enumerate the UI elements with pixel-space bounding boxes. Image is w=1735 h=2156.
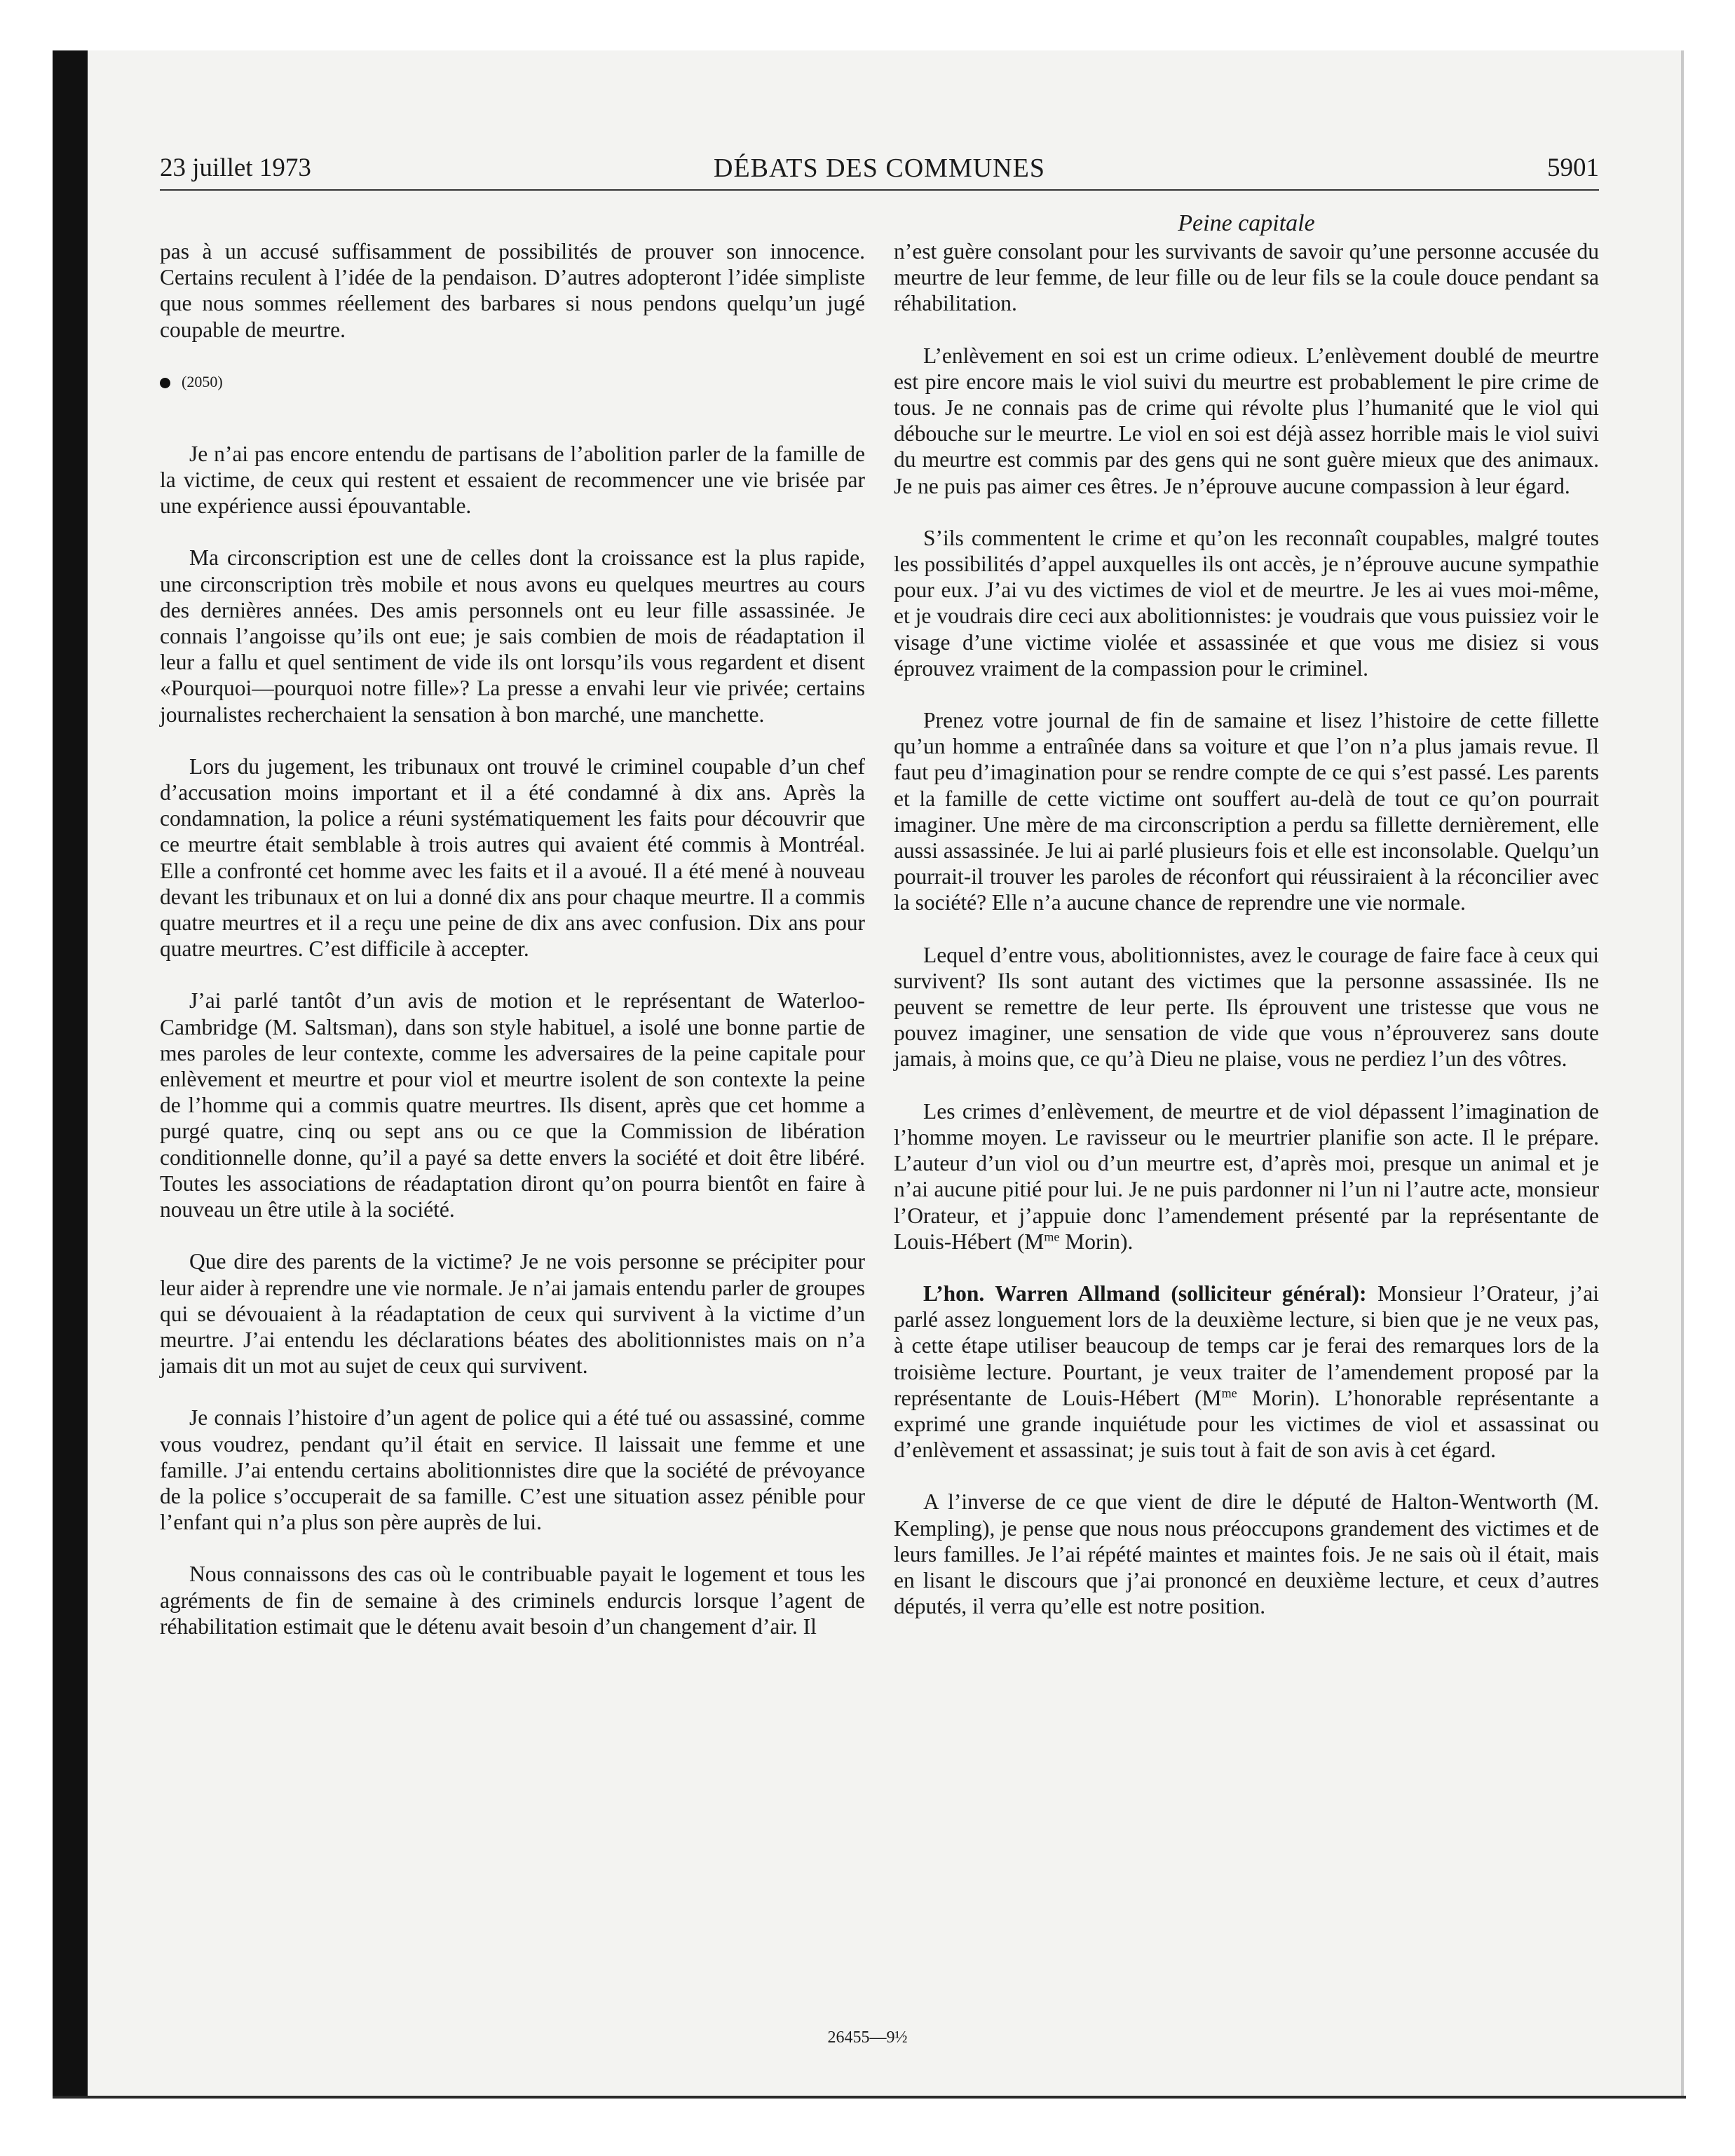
- paragraph: Prenez votre journal de fin de samaine et lisez l’histoire de cette fillette qu’un homme a entraînée dans sa voiture et que l’on n’a plus jamais revue. Il faut peu d’imagination pour se rendre compte de ce qui s’est passé. Les parents et la famille de cette victime ont souffert au-delà de tout ce qu’on pourrait imaginer. Une mère de ma circonscription a perdu sa fillette dernièrement, elle aussi assassinée. Je lui ai parlé plusieurs fois et elle est inconsolable. Quelqu’un pourrait-il trouver les paroles de réconfort qui réussiraient à la réconcilier avec la société? Elle n’a aucune chance de reprendre une vie normale.: [894, 708, 1600, 915]
- time-marker: [160, 369, 865, 395]
- scan-edge-left: [53, 50, 88, 2097]
- paragraph: pas à un accusé suffisamment de possibilités de prouver son innocence. Certains reculent à l’idée de la pendaison. D’autres adopteront l’idée simpliste que nous sommes réellement des barbares si nous pendons quelqu’un jugé coupable de meurtre.: [160, 239, 865, 342]
- time-marker-label: (2050): [182, 372, 223, 390]
- paragraph: Lors du jugement, les tribunaux ont trouvé le criminel coupable d’un chef d’accusation moins important et il a été condamné à dix ans. Après la condamnation, la police a réuni systématiquement les faits pour découvrir que ce meurtre était semblable à trois autres qui avaient été commis à Montréal. Elle a confronté cet homme avec les faits et il a avoué. Il a été mené à nouveau devant les tribunaux et on lui a donné dix ans pour chaque meurtre. Il a commis quatre meurtres et il a reçu une peine de dix ans avec confusion. Dix ans pour quatre meurtres. C’est difficile à accepter.: [160, 753, 865, 962]
- speaker-name: L’hon. Warren Allmand (solliciteur général):: [923, 1281, 1367, 1306]
- paragraph: Je n’ai pas encore entendu de partisans de l’abolition parler de la famille de la victime, de ceux qui restent et essaient de recommencer une vie brisée par une expérience aussi épouvantable.: [160, 441, 865, 519]
- paragraph: J’ai parlé tantôt d’un avis de motion et le représentant de Waterloo-Cambridge (M. Saltsman), dans son style habituel, a isolé une bonne partie de mes paroles de leur contexte, comme les adversaires de la peine capitale pour enlèvement et meurtre et pour viol et meurtre isolent de son contexte la peine de l’homme qui a commis quatre meurtres. Ils disent, après que cet homme a purgé quatre, cinq ou sept ans ou ce que la Commission de libération conditionnelle donne, qu’il a payé sa dette envers la société et doit être libéré. Toutes les associations de réadaptation diront qu’on pourra bientôt en faire à nouveau un être utile à la société.: [160, 988, 865, 1222]
- running-title: Peine capitale: [1178, 210, 1315, 236]
- left-column: [160, 238, 865, 1665]
- paragraph-text: Monsieur l’Orateur, j’ai parlé assez longuement lors de la deuxième lecture, si bien que je ne veux pas, à cette étape utiliser beaucoup de temps car je ferai des remarques lors de la troisième lecture. Pourtant, je veux traiter de l’amendement proposé par la représentante de Louis-Hébert (M: [894, 1281, 1600, 1410]
- page-header: [160, 153, 1599, 189]
- header-rule: [160, 189, 1599, 191]
- scan-edge-right: [1681, 50, 1684, 2097]
- scan-edge-bottom: [53, 2096, 1686, 2099]
- paragraph-text: Les crimes d’enlèvement, de meurtre et de viol dépassent l’imagination de l’homme moyen. Le ravisseur ou le meurtrier planifie son acte. Il le prépare. L’auteur d’un viol ou d’un meurtre est, d’après moi, presque un animal et je n’ai aucune pitié pour lui. Je ne puis pardonner ni l’un ni l’autre acte, monsieur l’Orateur, et j’appuie donc l’amendement présenté par la représentante de Louis-Hébert (M: [894, 1098, 1599, 1254]
- header-page-number: 5901: [1547, 153, 1599, 182]
- speech-paragraph: [894, 1281, 1599, 1463]
- footer-code: 26455—9½: [827, 2028, 908, 2047]
- paragraph: Que dire des parents de la victime? Je ne vois personne se précipiter pour leur aider à reprendre une vie normale. Je n’ai jamais entendu parler de groupes qui se dévouaient à la réadaptation de ceux qui survivent à la victime d’un meurtre. J’ai entendu les déclarations béates des abolitionnistes mais on n’a jamais dit un mot au sujet de ceux qui survivent.: [160, 1249, 865, 1379]
- bullet-icon: [160, 378, 170, 388]
- header-title: DÉBATS DES COMMUNES: [714, 153, 1045, 183]
- right-column: [894, 238, 1599, 1645]
- paragraph: Je connais l’histoire d’un agent de police qui a été tué ou assassiné, comme vous voudrez, pendant qu’il était en service. Il laissait une femme et une famille. J’ai entendu certains abolitionnistes dire que la société de prévoyance de la police s’occuperait de sa famille. C’est une situation assez pénible pour l’enfant qui n’a plus son père auprès de lui.: [160, 1405, 865, 1535]
- header-date: 23 juillet 1973: [160, 153, 311, 182]
- paragraph: S’ils commentent le crime et qu’on les reconnaît coupables, malgré toutes les possibilités d’appel auxquelles ils ont accès, je n’éprouve aucune sympathie pour eux. J’ai vu des victimes de viol et de meurtre. Je les ai vues moi-même, et je voudrais dire ceci aux abolitionnistes: je voudrais que vous puissiez voir le visage d’une victime violée et assassinée et que vous me disiez si vous éprouvez vraiment de la compassion pour le criminel.: [894, 525, 1599, 681]
- superscript: me: [1221, 1386, 1237, 1400]
- paragraph: Ma circonscription est une de celles dont la croissance est la plus rapide, une circonscription très mobile et nous avons eu quelques meurtres au cours des dernières années. Des amis personnels ont eu leur fille assassinée. Je connais l’angoisse qu’ils ont eue; je sais combien de mois de réadaptation il leur a fallu et quel sentiment de vide ils ont lorsqu’ils vous regardent et disent «Pourquoi—pourquoi notre fille»? La presse a envahi leur vie privée; certains journalistes recherchaient la sensation à bon marché, une manchette.: [160, 545, 865, 727]
- paragraph: [894, 1098, 1599, 1255]
- paragraph: L’enlèvement en soi est un crime odieux. L’enlèvement doublé de meurtre est pire encore mais le viol suivi du meurtre est probablement le pire crime de tous. Je ne connais pas de crime qui révolte plus l’humanité que le viol qui débouche sur le meurtre. Le viol en soi est déjà assez horrible mais le viol suivi du meurtre est commis par des gens qui ne sont guère mieux que des animaux. Je ne puis pas aimer ces êtres. Je n’éprouve aucune compassion à leur égard.: [894, 343, 1599, 498]
- paragraph-text: Morin). L’honorable représentante a exprimé une grande inquiétude pour les victimes de viol et assassinat ou d’enlèvement et assassinat; je suis tout à fait de son avis à cet égard.: [894, 1385, 1599, 1463]
- paragraph: A l’inverse de ce que vient de dire le député de Halton-Wentworth (M. Kempling), je pense que nous nous préoccupons grandement des victimes et de leurs familles. Je l’ai répété maintes et maintes fois. Je ne sais où il était, mais en lisant le discours que j’ai prononcé en deuxième lecture, et ceux d’autres députés, il verra qu’elle est notre position.: [894, 1489, 1599, 1619]
- paragraph: Nous connaissons des cas où le contribuable payait le logement et tous les agréments de fin de semaine à des criminels endurcis lorsque l’agent de réhabilitation estimait que le détenu avait besoin d’un changement d’air. Il: [160, 1562, 865, 1639]
- paragraph-text: Morin).: [1059, 1229, 1134, 1254]
- superscript: me: [1044, 1229, 1060, 1244]
- paragraph: n’est guère consolant pour les survivants de savoir qu’une personne accusée du meurtre de leur femme, de leur fille ou de leur fils se la coule douce pendant sa réhabilitation.: [894, 239, 1599, 316]
- paragraph: Lequel d’entre vous, abolitionnistes, avez le courage de faire face à ceux qui survivent? Ils sont autant des victimes que la personne assassinée. Ils ne peuvent se remettre de leur perte. Ils éprouvent une tristesse que vous ne pouvez imaginer, une sensation de vide que vous n’éprouverez sans doute jamais, à moins que, ce qu’à Dieu ne plaise, vous ne perdiez l’un des vôtres.: [894, 942, 1599, 1072]
